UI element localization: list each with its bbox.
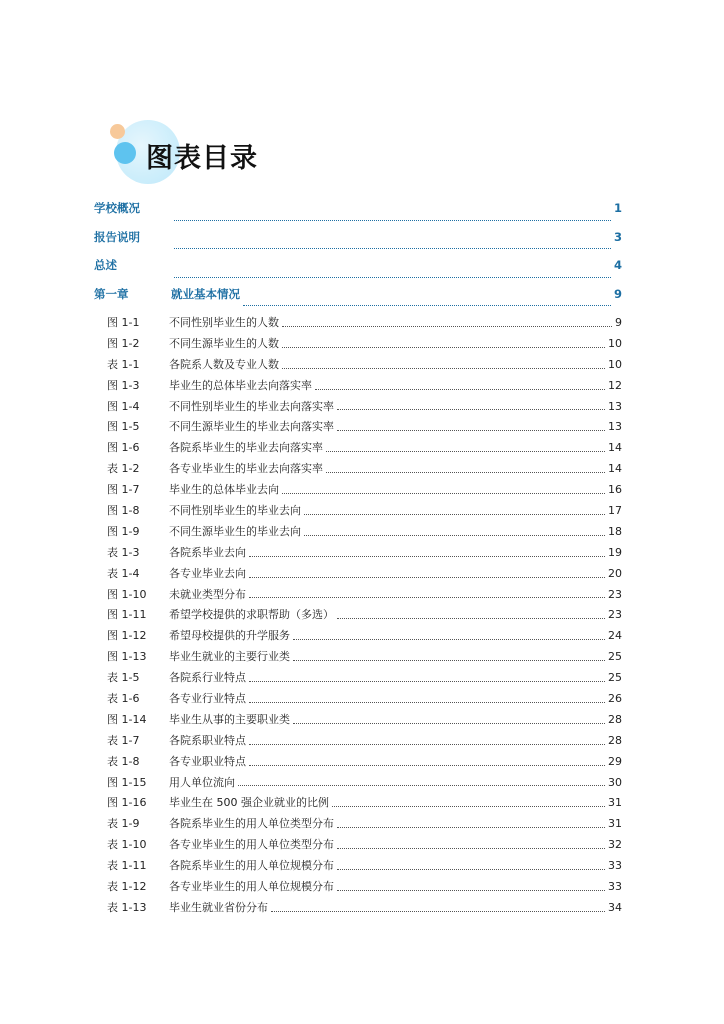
toc-figure-entry[interactable] [94,398,622,419]
dot-leader [326,450,605,452]
entry-page-number: 32 [608,838,622,852]
entry-page-number: 12 [608,378,622,392]
toc-figure-entry[interactable] [94,356,622,377]
dot-leader [174,276,611,278]
entry-title: 各专业行业特点 [169,692,246,706]
toc-figure-entry[interactable] [94,669,622,690]
entry-page-number: 13 [608,399,622,413]
toc-main-entry[interactable] [94,257,622,286]
page-title: 图表目录 [146,143,258,174]
entry-label: 图 1-1 [107,316,140,329]
entry-page-number: 4 [613,258,622,272]
entry-page-number: 31 [608,796,622,810]
entry-page-number: 3 [613,229,622,244]
toc-figure-entry[interactable] [94,460,622,481]
entry-label: 总述 [94,258,117,272]
entry-page-number: 9 [615,316,622,329]
entry-title: 用人单位流向 [169,775,235,789]
toc-main-entry[interactable] [94,286,622,315]
entry-label: 表 1-5 [107,671,140,685]
dot-leader [249,743,605,745]
entry-label: 图 1-4 [107,399,140,413]
entry-title: 就业基本情况 [171,286,240,301]
entry-label: 表 1-11 [107,859,147,873]
entry-label: 报告说明 [94,229,140,244]
entry-title: 各院系毕业去向 [169,545,246,559]
dot-leader [293,659,605,661]
entry-label: 图 1-7 [107,483,140,497]
toc-main-entry[interactable] [94,200,622,229]
entry-label: 表 1-12 [107,880,147,894]
dot-leader [304,513,605,515]
entry-page-number: 10 [608,336,622,350]
entry-label: 表 1-1 [107,357,140,371]
toc-figure-entry[interactable] [94,544,622,565]
main-entries [94,200,622,314]
entry-title: 各专业毕业去向 [169,566,246,580]
dot-leader [315,388,605,390]
dot-leader [238,784,605,786]
entry-title: 不同生源毕业生的毕业去向 [169,524,301,538]
dot-leader [337,868,605,870]
toc-figure-entry[interactable] [94,774,622,795]
toc-figure-entry[interactable] [94,565,622,586]
dot-leader [249,576,605,578]
entry-label: 表 1-2 [107,462,140,476]
entry-title: 希望母校提供的升学服务 [169,629,290,643]
toc-figure-entry[interactable] [94,648,622,669]
entry-page-number: 34 [608,900,622,914]
toc-figure-entry[interactable] [94,377,622,398]
dot-leader [249,555,605,557]
title-block [108,118,308,188]
entry-page-number: 1 [613,201,622,215]
dot-leader [249,701,605,703]
dot-leader [293,638,605,640]
entry-label: 图 1-15 [107,775,147,789]
entry-label: 图 1-8 [107,504,140,518]
dot-leader [282,346,605,348]
dot-leader [293,722,605,724]
entry-page-number: 17 [608,504,622,518]
dot-leader [337,889,605,891]
entry-page-number: 28 [608,733,622,747]
entry-page-number: 16 [608,483,622,497]
dot-leader [337,617,605,619]
entry-page-number: 28 [608,712,622,726]
entry-label: 第一章 [94,286,129,301]
entry-label: 学校概况 [94,201,140,215]
entry-title: 不同性别毕业生的毕业去向 [169,504,301,518]
toc-figure-entry[interactable] [94,335,622,356]
decorative-circle-blue [114,142,136,164]
dot-leader [243,304,611,306]
entry-title: 各院系毕业生的用人单位类型分布 [169,817,334,831]
table-of-figures [94,200,622,920]
toc-figure-entry[interactable] [94,627,622,648]
entry-page-number: 24 [608,629,622,643]
entry-page-number: 23 [608,587,622,601]
entry-label: 表 1-8 [107,754,140,768]
toc-main-entry[interactable] [94,229,622,258]
entry-label: 图 1-16 [107,796,147,810]
toc-figure-entry[interactable] [94,606,622,627]
entry-page-number: 30 [608,775,622,789]
dot-leader [174,219,611,221]
entry-page-number: 33 [608,859,622,873]
toc-figure-entry[interactable] [94,314,622,335]
dot-leader [249,596,605,598]
entry-page-number: 26 [608,692,622,706]
entry-title: 毕业生的总体毕业去向 [169,483,279,497]
entry-page-number: 23 [608,608,622,622]
entry-title: 各院系职业特点 [169,733,246,747]
entry-page-number: 29 [608,754,622,768]
entry-label: 图 1-2 [107,336,140,350]
entry-page-number: 31 [608,817,622,831]
entry-title: 毕业生在 500 强企业就业的比例 [169,796,329,810]
toc-figure-entry[interactable] [94,439,622,460]
entry-title: 不同性别毕业生的毕业去向落实率 [169,399,334,413]
entry-label: 图 1-6 [107,441,140,455]
toc-figure-entry[interactable] [94,857,622,878]
entry-label: 图 1-5 [107,420,140,434]
entry-label: 表 1-7 [107,733,140,747]
entry-title: 毕业生就业省份分布 [169,900,268,914]
entry-title: 未就业类型分布 [169,587,246,601]
dot-leader [271,910,605,912]
entry-page-number: 10 [608,357,622,371]
entry-page-number: 18 [608,524,622,538]
entry-label: 图 1-14 [107,712,147,726]
entry-title: 不同生源毕业生的毕业去向落实率 [169,420,334,434]
entry-label: 表 1-6 [107,692,140,706]
dot-leader [174,247,611,249]
entry-page-number: 33 [608,880,622,894]
entry-title: 各院系人数及专业人数 [169,357,279,371]
toc-figure-entry[interactable] [94,481,622,502]
entry-label: 图 1-10 [107,587,147,601]
entry-title: 不同生源毕业生的人数 [169,336,279,350]
entry-title: 各专业职业特点 [169,754,246,768]
dot-leader [337,429,605,431]
entry-label: 表 1-3 [107,545,140,559]
dot-leader [337,408,605,410]
dot-leader [249,764,605,766]
entry-title: 希望学校提供的求职帮助（多选） [169,608,334,622]
entry-label: 表 1-9 [107,817,140,831]
entry-label: 图 1-9 [107,524,140,538]
dot-leader [332,805,605,807]
entry-label: 表 1-4 [107,566,140,580]
entry-title: 毕业生的总体毕业去向落实率 [169,378,312,392]
toc-figure-entry[interactable] [94,732,622,753]
entry-page-number: 14 [608,441,622,455]
dot-leader [304,534,605,536]
entry-page-number: 25 [608,671,622,685]
entry-title: 不同性别毕业生的人数 [169,316,279,329]
entry-label: 图 1-11 [107,608,147,622]
entry-page-number: 20 [608,566,622,580]
toc-figure-entry[interactable] [94,586,622,607]
entry-title: 各专业毕业生的用人单位类型分布 [169,838,334,852]
toc-figure-entry[interactable] [94,523,622,544]
toc-figure-entry[interactable] [94,690,622,711]
entry-label: 表 1-13 [107,900,147,914]
entry-title: 各专业毕业生的用人单位规模分布 [169,880,334,894]
entry-title: 各院系毕业生的毕业去向落实率 [169,441,323,455]
toc-figure-entry[interactable] [94,899,622,920]
entry-label: 图 1-3 [107,378,140,392]
toc-figure-entry[interactable] [94,711,622,732]
toc-figure-entry[interactable] [94,878,622,899]
dot-leader [337,847,605,849]
decorative-circle-orange [110,124,125,139]
entry-page-number: 13 [608,420,622,434]
dot-leader [337,826,605,828]
entry-title: 各专业毕业生的毕业去向落实率 [169,462,323,476]
entry-title: 各院系毕业生的用人单位规模分布 [169,859,334,873]
entry-page-number: 9 [613,286,622,301]
entry-page-number: 25 [608,650,622,664]
toc-figure-entry[interactable] [94,794,622,815]
dot-leader [326,471,605,473]
entry-title: 毕业生从事的主要职业类 [169,712,290,726]
figure-table-entries [94,314,622,920]
toc-figure-entry[interactable] [94,836,622,857]
entry-page-number: 19 [608,545,622,559]
entry-title: 各院系行业特点 [169,671,246,685]
entry-page-number: 14 [608,462,622,476]
entry-label: 表 1-10 [107,838,147,852]
dot-leader [282,367,605,369]
dot-leader [249,680,605,682]
toc-figure-entry[interactable] [94,502,622,523]
entry-label: 图 1-13 [107,650,147,664]
entry-label: 图 1-12 [107,629,147,643]
entry-title: 毕业生就业的主要行业类 [169,650,290,664]
toc-figure-entry[interactable] [94,418,622,439]
toc-figure-entry[interactable] [94,815,622,836]
toc-figure-entry[interactable] [94,753,622,774]
dot-leader [282,325,612,327]
dot-leader [282,492,605,494]
